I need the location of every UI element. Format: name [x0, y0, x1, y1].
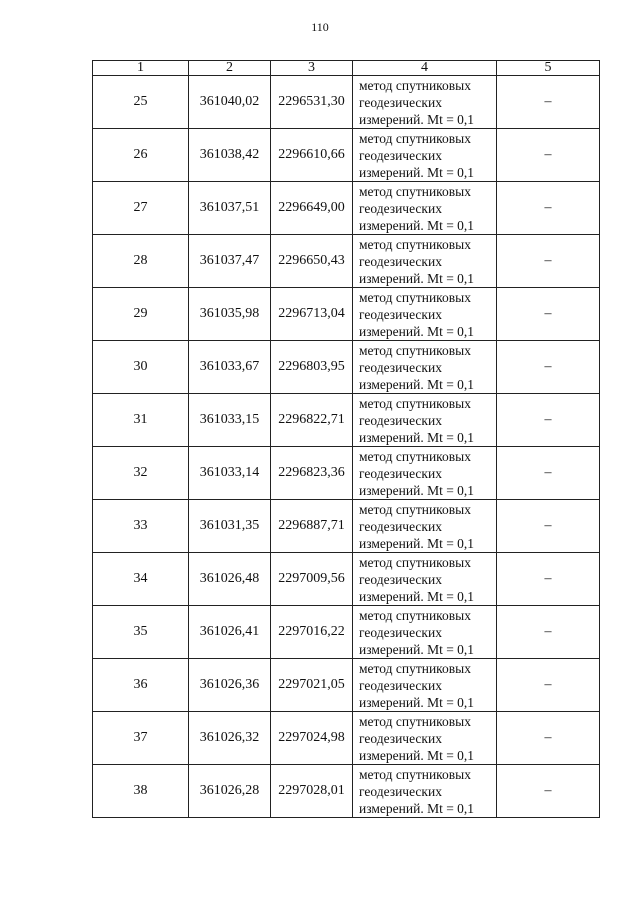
- method-line: измерений. Mt = 0,1: [359, 747, 475, 763]
- method-cell: [353, 235, 497, 288]
- point-number-cell: 38: [93, 765, 189, 818]
- point-number-cell: 34: [93, 553, 189, 606]
- column-header-3: 3: [271, 61, 353, 76]
- point-number-cell: 31: [93, 394, 189, 447]
- table-row: [93, 553, 600, 606]
- point-number-cell: 25: [93, 76, 189, 129]
- table-row: [93, 341, 600, 394]
- method-line: измерений. Mt = 0,1: [359, 588, 475, 604]
- table-row: [93, 500, 600, 553]
- description-cell: –: [497, 500, 600, 553]
- y-coordinate-cell: 2296823,36: [271, 447, 353, 500]
- method-line: метод спутниковых: [359, 660, 471, 676]
- table-row: [93, 712, 600, 765]
- method-line: геодезических: [359, 518, 442, 534]
- column-header-4: 4: [353, 61, 497, 76]
- table-row: [93, 447, 600, 500]
- x-coordinate-cell: 361026,32: [189, 712, 271, 765]
- coordinates-table: [92, 60, 600, 818]
- point-number-cell: 26: [93, 129, 189, 182]
- point-number-cell: 36: [93, 659, 189, 712]
- method-cell: [353, 553, 497, 606]
- method-line: измерений. Mt = 0,1: [359, 270, 475, 286]
- table-row: [93, 129, 600, 182]
- method-line: метод спутниковых: [359, 501, 471, 517]
- point-number-cell: 29: [93, 288, 189, 341]
- description-cell: –: [497, 76, 600, 129]
- x-coordinate-cell: 361035,98: [189, 288, 271, 341]
- table-header-row: [93, 61, 600, 76]
- y-coordinate-cell: 2296887,71: [271, 500, 353, 553]
- method-line: геодезических: [359, 783, 442, 799]
- method-line: метод спутниковых: [359, 289, 471, 305]
- method-line: геодезических: [359, 359, 442, 375]
- description-cell: –: [497, 394, 600, 447]
- method-cell: [353, 606, 497, 659]
- point-number-cell: 30: [93, 341, 189, 394]
- method-line: метод спутниковых: [359, 713, 471, 729]
- description-cell: –: [497, 288, 600, 341]
- y-coordinate-cell: 2297016,22: [271, 606, 353, 659]
- method-line: геодезических: [359, 306, 442, 322]
- y-coordinate-cell: 2297021,05: [271, 659, 353, 712]
- method-cell: [353, 129, 497, 182]
- y-coordinate-cell: 2296649,00: [271, 182, 353, 235]
- column-header-5: 5: [497, 61, 600, 76]
- method-cell: [353, 447, 497, 500]
- point-number-cell: 37: [93, 712, 189, 765]
- method-cell: [353, 500, 497, 553]
- column-header-2: 2: [189, 61, 271, 76]
- method-line: измерений. Mt = 0,1: [359, 164, 475, 180]
- method-cell: [353, 394, 497, 447]
- x-coordinate-cell: 361033,14: [189, 447, 271, 500]
- table-row: [93, 659, 600, 712]
- method-cell: [353, 182, 497, 235]
- point-number-cell: 28: [93, 235, 189, 288]
- method-line: метод спутниковых: [359, 130, 471, 146]
- method-line: метод спутниковых: [359, 607, 471, 623]
- x-coordinate-cell: 361033,67: [189, 341, 271, 394]
- table-row: [93, 394, 600, 447]
- table-row: [93, 606, 600, 659]
- method-line: измерений. Mt = 0,1: [359, 323, 475, 339]
- method-line: измерений. Mt = 0,1: [359, 800, 475, 816]
- table-row: [93, 765, 600, 818]
- description-cell: –: [497, 712, 600, 765]
- method-line: геодезических: [359, 730, 442, 746]
- method-line: измерений. Mt = 0,1: [359, 482, 475, 498]
- method-line: измерений. Mt = 0,1: [359, 376, 475, 392]
- y-coordinate-cell: 2296650,43: [271, 235, 353, 288]
- method-line: геодезических: [359, 571, 442, 587]
- description-cell: –: [497, 606, 600, 659]
- table-row: [93, 288, 600, 341]
- column-header-1: 1: [93, 61, 189, 76]
- method-line: метод спутниковых: [359, 766, 471, 782]
- description-cell: –: [497, 235, 600, 288]
- method-line: измерений. Mt = 0,1: [359, 641, 475, 657]
- method-cell: [353, 712, 497, 765]
- y-coordinate-cell: 2297024,98: [271, 712, 353, 765]
- method-line: геодезических: [359, 147, 442, 163]
- point-number-cell: 27: [93, 182, 189, 235]
- description-cell: –: [497, 553, 600, 606]
- y-coordinate-cell: 2296803,95: [271, 341, 353, 394]
- table-row: [93, 76, 600, 129]
- x-coordinate-cell: 361031,35: [189, 500, 271, 553]
- y-coordinate-cell: 2297028,01: [271, 765, 353, 818]
- x-coordinate-cell: 361040,02: [189, 76, 271, 129]
- x-coordinate-cell: 361033,15: [189, 394, 271, 447]
- method-line: измерений. Mt = 0,1: [359, 429, 475, 445]
- point-number-cell: 32: [93, 447, 189, 500]
- description-cell: –: [497, 182, 600, 235]
- description-cell: –: [497, 765, 600, 818]
- method-line: метод спутниковых: [359, 236, 471, 252]
- method-line: метод спутниковых: [359, 183, 471, 199]
- method-cell: [353, 659, 497, 712]
- x-coordinate-cell: 361038,42: [189, 129, 271, 182]
- method-line: измерений. Mt = 0,1: [359, 694, 475, 710]
- method-line: геодезических: [359, 200, 442, 216]
- x-coordinate-cell: 361037,47: [189, 235, 271, 288]
- point-number-cell: 33: [93, 500, 189, 553]
- method-line: геодезических: [359, 253, 442, 269]
- x-coordinate-cell: 361026,41: [189, 606, 271, 659]
- method-line: метод спутниковых: [359, 554, 471, 570]
- description-cell: –: [497, 659, 600, 712]
- x-coordinate-cell: 361026,28: [189, 765, 271, 818]
- table-row: [93, 182, 600, 235]
- table-body: [93, 76, 600, 818]
- x-coordinate-cell: 361037,51: [189, 182, 271, 235]
- method-cell: [353, 288, 497, 341]
- method-line: измерений. Mt = 0,1: [359, 111, 475, 127]
- description-cell: –: [497, 447, 600, 500]
- x-coordinate-cell: 361026,36: [189, 659, 271, 712]
- description-cell: –: [497, 129, 600, 182]
- method-line: метод спутниковых: [359, 77, 471, 93]
- table-row: [93, 235, 600, 288]
- x-coordinate-cell: 361026,48: [189, 553, 271, 606]
- method-cell: [353, 341, 497, 394]
- method-line: измерений. Mt = 0,1: [359, 535, 475, 551]
- y-coordinate-cell: 2296822,71: [271, 394, 353, 447]
- y-coordinate-cell: 2296531,30: [271, 76, 353, 129]
- y-coordinate-cell: 2296713,04: [271, 288, 353, 341]
- method-cell: [353, 765, 497, 818]
- method-line: метод спутниковых: [359, 342, 471, 358]
- y-coordinate-cell: 2296610,66: [271, 129, 353, 182]
- page-number: 110: [311, 20, 329, 34]
- method-line: геодезических: [359, 677, 442, 693]
- method-line: метод спутниковых: [359, 448, 471, 464]
- method-line: измерений. Mt = 0,1: [359, 217, 475, 233]
- method-line: геодезических: [359, 624, 442, 640]
- y-coordinate-cell: 2297009,56: [271, 553, 353, 606]
- description-cell: –: [497, 341, 600, 394]
- method-line: геодезических: [359, 94, 442, 110]
- method-line: геодезических: [359, 465, 442, 481]
- method-cell: [353, 76, 497, 129]
- method-line: геодезических: [359, 412, 442, 428]
- point-number-cell: 35: [93, 606, 189, 659]
- method-line: метод спутниковых: [359, 395, 471, 411]
